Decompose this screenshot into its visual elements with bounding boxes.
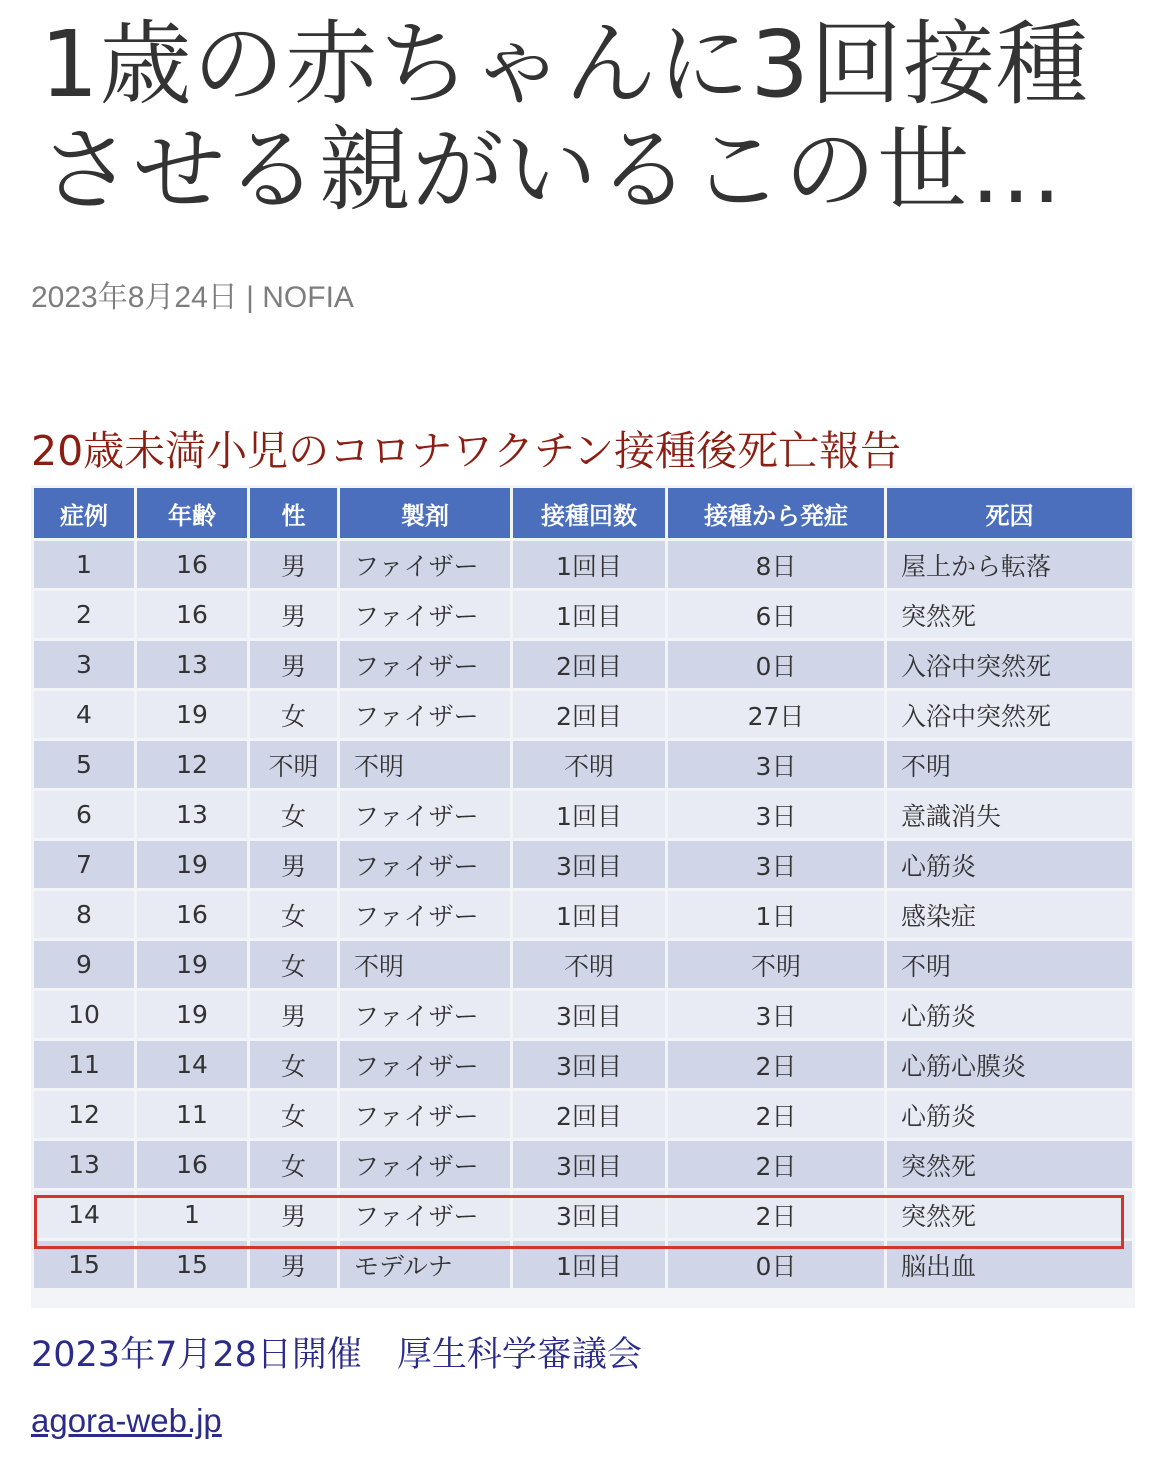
table-row bbox=[34, 991, 1132, 1038]
cell-case: 11 bbox=[34, 1041, 134, 1088]
cell-onset: 3日 bbox=[668, 791, 884, 838]
cell-vaccine: ファイザー bbox=[340, 891, 510, 938]
cell-sex: 男 bbox=[250, 1241, 337, 1288]
cell-sex: 女 bbox=[250, 1091, 337, 1138]
cell-dose: 不明 bbox=[513, 941, 665, 988]
cell-age: 13 bbox=[137, 641, 247, 688]
cell-sex: 女 bbox=[250, 1141, 337, 1188]
cell-dose: 3回目 bbox=[513, 1041, 665, 1088]
cell-onset: 27日 bbox=[668, 691, 884, 738]
cell-onset: 不明 bbox=[668, 941, 884, 988]
cell-age: 19 bbox=[137, 941, 247, 988]
cell-sex: 不明 bbox=[250, 741, 337, 788]
cell-sex: 女 bbox=[250, 791, 337, 838]
cell-cause: 心筋心膜炎 bbox=[887, 1041, 1132, 1088]
cell-vaccine: ファイザー bbox=[340, 1141, 510, 1188]
cell-vaccine: ファイザー bbox=[340, 541, 510, 588]
table-row bbox=[34, 591, 1132, 638]
cell-cause: 突然死 bbox=[887, 1141, 1132, 1188]
cell-vaccine: 不明 bbox=[340, 741, 510, 788]
header-vaccine: 製剤 bbox=[340, 488, 510, 538]
cell-cause: 入浴中突然死 bbox=[887, 641, 1132, 688]
cell-sex: 男 bbox=[250, 1191, 337, 1238]
cell-case: 6 bbox=[34, 791, 134, 838]
cell-sex: 男 bbox=[250, 541, 337, 588]
header-sex: 性 bbox=[250, 488, 337, 538]
cell-cause: 心筋炎 bbox=[887, 1091, 1132, 1138]
cell-age: 16 bbox=[137, 1141, 247, 1188]
cell-cause: 突然死 bbox=[887, 591, 1132, 638]
table-row bbox=[34, 941, 1132, 988]
cell-case: 14 bbox=[34, 1191, 134, 1238]
cell-cause: 入浴中突然死 bbox=[887, 691, 1132, 738]
cell-cause: 不明 bbox=[887, 941, 1132, 988]
data-table-image bbox=[31, 485, 1135, 1308]
cell-vaccine: ファイザー bbox=[340, 991, 510, 1038]
cell-vaccine: 不明 bbox=[340, 941, 510, 988]
cell-case: 5 bbox=[34, 741, 134, 788]
cell-dose: 2回目 bbox=[513, 1091, 665, 1138]
cell-cause: 心筋炎 bbox=[887, 991, 1132, 1038]
cell-dose: 2回目 bbox=[513, 641, 665, 688]
cell-case: 10 bbox=[34, 991, 134, 1038]
cell-case: 9 bbox=[34, 941, 134, 988]
table-row bbox=[34, 1041, 1132, 1088]
cell-dose: 3回目 bbox=[513, 991, 665, 1038]
cell-vaccine: ファイザー bbox=[340, 591, 510, 638]
cell-vaccine: モデルナ bbox=[340, 1241, 510, 1288]
cell-sex: 女 bbox=[250, 691, 337, 738]
cell-sex: 男 bbox=[250, 991, 337, 1038]
article-meta: 2023年8月24日 | NOFIA bbox=[31, 281, 354, 314]
cell-dose: 3回目 bbox=[513, 841, 665, 888]
cell-age: 13 bbox=[137, 791, 247, 838]
cell-case: 15 bbox=[34, 1241, 134, 1288]
table-row bbox=[34, 541, 1132, 588]
cell-dose: 1回目 bbox=[513, 891, 665, 938]
cell-cause: 感染症 bbox=[887, 891, 1132, 938]
cell-dose: 3回目 bbox=[513, 1141, 665, 1188]
cell-onset: 2日 bbox=[668, 1091, 884, 1138]
cell-vaccine: ファイザー bbox=[340, 641, 510, 688]
header-case: 症例 bbox=[34, 488, 134, 538]
cell-age: 16 bbox=[137, 541, 247, 588]
cell-case: 12 bbox=[34, 1091, 134, 1138]
cell-sex: 男 bbox=[250, 641, 337, 688]
table-caption: 20歳未満小児のコロナワクチン接種後死亡報告 bbox=[31, 427, 902, 475]
cell-vaccine: ファイザー bbox=[340, 1091, 510, 1138]
cell-age: 1 bbox=[137, 1191, 247, 1238]
cell-age: 19 bbox=[137, 991, 247, 1038]
table-row bbox=[34, 691, 1132, 738]
cell-age: 19 bbox=[137, 841, 247, 888]
cell-onset: 3日 bbox=[668, 841, 884, 888]
cell-cause: 屋上から転落 bbox=[887, 541, 1132, 588]
highlight-box bbox=[34, 1195, 1124, 1249]
cell-case: 4 bbox=[34, 691, 134, 738]
cell-onset: 3日 bbox=[668, 991, 884, 1038]
table-header-row bbox=[34, 488, 1132, 538]
cell-vaccine: ファイザー bbox=[340, 1191, 510, 1238]
cell-cause: 意識消失 bbox=[887, 791, 1132, 838]
cell-onset: 2日 bbox=[668, 1191, 884, 1238]
source-text: 2023年7月28日開催 厚生科学審議会 bbox=[31, 1335, 642, 1375]
cell-case: 2 bbox=[34, 591, 134, 638]
cell-age: 19 bbox=[137, 691, 247, 738]
header-cause: 死因 bbox=[887, 488, 1132, 538]
cell-case: 7 bbox=[34, 841, 134, 888]
cell-sex: 女 bbox=[250, 941, 337, 988]
cell-cause: 心筋炎 bbox=[887, 841, 1132, 888]
cell-case: 8 bbox=[34, 891, 134, 938]
cell-dose: 1回目 bbox=[513, 591, 665, 638]
cell-onset: 3日 bbox=[668, 741, 884, 788]
cell-cause: 脳出血 bbox=[887, 1241, 1132, 1288]
cell-onset: 0日 bbox=[668, 641, 884, 688]
cell-onset: 8日 bbox=[668, 541, 884, 588]
cell-age: 11 bbox=[137, 1091, 247, 1138]
cell-vaccine: ファイザー bbox=[340, 791, 510, 838]
table-row bbox=[34, 891, 1132, 938]
cell-case: 13 bbox=[34, 1141, 134, 1188]
cell-sex: 男 bbox=[250, 841, 337, 888]
header-age: 年齢 bbox=[137, 488, 247, 538]
cell-age: 14 bbox=[137, 1041, 247, 1088]
cell-cause: 突然死 bbox=[887, 1191, 1132, 1238]
cell-vaccine: ファイザー bbox=[340, 841, 510, 888]
cell-dose: 不明 bbox=[513, 741, 665, 788]
cell-case: 3 bbox=[34, 641, 134, 688]
cell-sex: 女 bbox=[250, 891, 337, 938]
cell-dose: 3回目 bbox=[513, 1191, 665, 1238]
cell-onset: 1日 bbox=[668, 891, 884, 938]
source-link[interactable]: agora-web.jp bbox=[31, 1402, 222, 1439]
cell-onset: 6日 bbox=[668, 591, 884, 638]
cell-onset: 0日 bbox=[668, 1241, 884, 1288]
cell-age: 16 bbox=[137, 591, 247, 638]
header-dose: 接種回数 bbox=[513, 488, 665, 538]
cell-cause: 不明 bbox=[887, 741, 1132, 788]
article-title: 1歳の赤ちゃんに3回接種させる親がいるこの世… bbox=[40, 11, 1090, 224]
cell-age: 16 bbox=[137, 891, 247, 938]
cell-dose: 1回目 bbox=[513, 1241, 665, 1288]
cell-vaccine: ファイザー bbox=[340, 1041, 510, 1088]
cell-vaccine: ファイザー bbox=[340, 691, 510, 738]
table-row bbox=[34, 791, 1132, 838]
table-row bbox=[34, 841, 1132, 888]
cell-case: 1 bbox=[34, 541, 134, 588]
cell-age: 15 bbox=[137, 1241, 247, 1288]
table-row bbox=[34, 1141, 1132, 1188]
cell-dose: 1回目 bbox=[513, 791, 665, 838]
cell-dose: 2回目 bbox=[513, 691, 665, 738]
cell-age: 12 bbox=[137, 741, 247, 788]
table-row bbox=[34, 1091, 1132, 1138]
cell-onset: 2日 bbox=[668, 1041, 884, 1088]
death-report-table bbox=[31, 485, 1135, 1291]
cell-sex: 男 bbox=[250, 591, 337, 638]
cell-onset: 2日 bbox=[668, 1141, 884, 1188]
header-onset: 接種から発症 bbox=[668, 488, 884, 538]
cell-sex: 女 bbox=[250, 1041, 337, 1088]
table-row bbox=[34, 641, 1132, 688]
cell-dose: 1回目 bbox=[513, 541, 665, 588]
table-row bbox=[34, 741, 1132, 788]
